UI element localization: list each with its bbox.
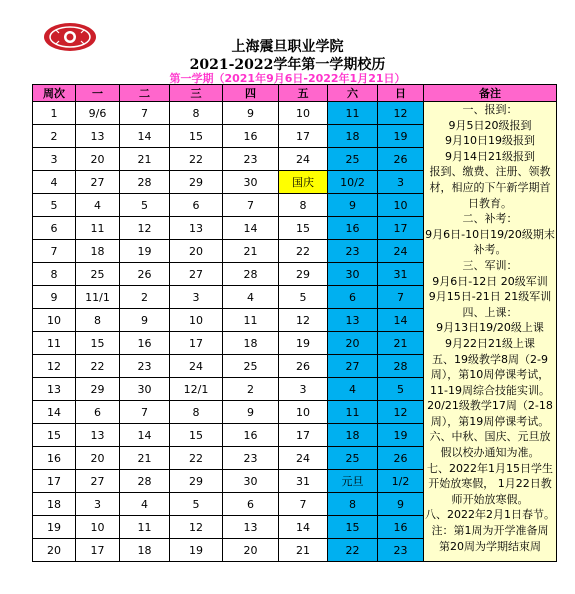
cell-week: 10 [33, 309, 76, 332]
cell-fri: 10 [279, 102, 328, 125]
cell-sun: 21 [378, 332, 424, 355]
cell-wed: 5 [170, 493, 223, 516]
cell-week: 1 [33, 102, 76, 125]
cell-tue: 18 [120, 539, 170, 562]
cell-tue: 12 [120, 217, 170, 240]
cell-fri: 3 [279, 378, 328, 401]
cell-sun: 16 [378, 516, 424, 539]
cell-wed: 3 [170, 286, 223, 309]
cell-mon: 15 [76, 332, 120, 355]
cell-tue: 7 [120, 102, 170, 125]
cell-sat: 13 [328, 309, 378, 332]
cell-mon: 13 [76, 424, 120, 447]
calendar-title: 2021-2022学年第一学期校历 [189, 57, 386, 73]
cell-sun: 28 [378, 355, 424, 378]
cell-week: 17 [33, 470, 76, 493]
note-line: 9月14日21级报到 [445, 149, 535, 163]
cell-thu: 30 [223, 470, 279, 493]
cell-thu: 16 [223, 424, 279, 447]
header-monday: 一 [76, 85, 120, 102]
cell-mon: 3 [76, 493, 120, 516]
semester-range: 第一学期（2021年9月6日-2022年1月21日） [169, 72, 406, 85]
cell-wed: 29 [170, 470, 223, 493]
note-line: 开始放寒假， 1月22日教 [428, 477, 552, 491]
note-line: 9月6日-10日19/20级期末 [425, 227, 555, 241]
cell-wed: 15 [170, 125, 223, 148]
note-line: 假以校办通知为准。 [440, 446, 540, 460]
cell-sun: 14 [378, 309, 424, 332]
cell-week: 19 [33, 516, 76, 539]
cell-tue: 4 [120, 493, 170, 516]
cell-week: 2 [33, 125, 76, 148]
cell-fri: 10 [279, 401, 328, 424]
cell-thu: 6 [223, 493, 279, 516]
cell-wed: 22 [170, 148, 223, 171]
note-line: 八、2022年2月1日春节。 [425, 508, 555, 522]
cell-tue: 9 [120, 309, 170, 332]
header-thursday: 四 [223, 85, 279, 102]
cell-thu: 21 [223, 240, 279, 263]
cell-sat: 元旦 [328, 470, 378, 493]
cell-week: 6 [33, 217, 76, 240]
cell-mon: 10 [76, 516, 120, 539]
cell-thu: 4 [223, 286, 279, 309]
cell-thu: 23 [223, 148, 279, 171]
cell-mon: 20 [76, 148, 120, 171]
cell-fri: 17 [279, 424, 328, 447]
cell-week: 15 [33, 424, 76, 447]
cell-thu: 14 [223, 217, 279, 240]
cell-fri: 7 [279, 493, 328, 516]
cell-fri: 26 [279, 355, 328, 378]
cell-week: 8 [33, 263, 76, 286]
cell-sat: 25 [328, 148, 378, 171]
cell-fri: 国庆 [279, 171, 328, 194]
table-header-row [33, 85, 557, 102]
cell-sat: 9 [328, 194, 378, 217]
cell-wed: 13 [170, 217, 223, 240]
cell-mon: 27 [76, 171, 120, 194]
cell-mon: 9/6 [76, 102, 120, 125]
cell-tue: 26 [120, 263, 170, 286]
cell-fri: 29 [279, 263, 328, 286]
header-wednesday: 三 [170, 85, 223, 102]
note-line: 9月6日-12日 20级军训 [432, 274, 548, 288]
cell-tue: 11 [120, 516, 170, 539]
cell-mon: 17 [76, 539, 120, 562]
cell-tue: 21 [120, 447, 170, 470]
cell-fri: 12 [279, 309, 328, 332]
header-notes: 备注 [424, 85, 557, 102]
header-saturday: 六 [328, 85, 378, 102]
cell-thu: 25 [223, 355, 279, 378]
cell-mon: 18 [76, 240, 120, 263]
cell-sun: 7 [378, 286, 424, 309]
cell-sat: 16 [328, 217, 378, 240]
cell-wed: 24 [170, 355, 223, 378]
note-line: 二、补考： [462, 212, 518, 226]
cell-fri: 14 [279, 516, 328, 539]
cell-wed: 12 [170, 516, 223, 539]
cell-tue: 23 [120, 355, 170, 378]
note-line: 9月22日21级上课 [445, 336, 535, 350]
cell-fri: 22 [279, 240, 328, 263]
note-line: 报到、缴费、注册、领教 [429, 165, 551, 179]
school-calendar-table [32, 84, 557, 562]
cell-thu: 2 [223, 378, 279, 401]
cell-sun: 9 [378, 493, 424, 516]
cell-week: 16 [33, 447, 76, 470]
note-line: 9月10日19级报到 [445, 134, 535, 148]
cell-sun: 3 [378, 171, 424, 194]
cell-sat: 20 [328, 332, 378, 355]
cell-wed: 19 [170, 539, 223, 562]
cell-thu: 11 [223, 309, 279, 332]
cell-sat: 18 [328, 424, 378, 447]
cell-thu: 13 [223, 516, 279, 539]
cell-mon: 13 [76, 125, 120, 148]
header-friday: 五 [279, 85, 328, 102]
cell-tue: 5 [120, 194, 170, 217]
cell-sat: 23 [328, 240, 378, 263]
cell-fri: 24 [279, 148, 328, 171]
cell-wed: 8 [170, 102, 223, 125]
cell-fri: 24 [279, 447, 328, 470]
cell-sat: 11 [328, 401, 378, 424]
cell-tue: 16 [120, 332, 170, 355]
cell-tue: 30 [120, 378, 170, 401]
cell-mon: 6 [76, 401, 120, 424]
cell-mon: 4 [76, 194, 120, 217]
cell-sun: 26 [378, 447, 424, 470]
note-line: 材，相应的下午新学期首 [429, 180, 551, 194]
cell-week: 5 [33, 194, 76, 217]
note-line: 师开始放寒假。 [451, 492, 529, 506]
header-sunday: 日 [378, 85, 424, 102]
cell-fri: 17 [279, 125, 328, 148]
cell-week: 7 [33, 240, 76, 263]
note-line: 日教育。 [468, 196, 512, 210]
cell-mon: 25 [76, 263, 120, 286]
cell-week: 4 [33, 171, 76, 194]
cell-sat: 18 [328, 125, 378, 148]
cell-sat: 25 [328, 447, 378, 470]
cell-sun: 17 [378, 217, 424, 240]
cell-thu: 30 [223, 171, 279, 194]
cell-sun: 1/2 [378, 470, 424, 493]
cell-tue: 2 [120, 286, 170, 309]
header-tuesday: 二 [120, 85, 170, 102]
cell-wed: 22 [170, 447, 223, 470]
cell-thu: 18 [223, 332, 279, 355]
cell-mon: 8 [76, 309, 120, 332]
cell-mon: 22 [76, 355, 120, 378]
note-line: 五、19级教学8周（2-9 [432, 352, 548, 366]
cell-week: 3 [33, 148, 76, 171]
note-line: 20/21级教学17周（2-18 [427, 399, 553, 413]
cell-fri: 19 [279, 332, 328, 355]
cell-week: 13 [33, 378, 76, 401]
cell-mon: 29 [76, 378, 120, 401]
cell-fri: 15 [279, 217, 328, 240]
cell-sat: 27 [328, 355, 378, 378]
cell-sat: 30 [328, 263, 378, 286]
cell-week: 14 [33, 401, 76, 424]
cell-sun: 12 [378, 102, 424, 125]
note-line: 七、2022年1月15日学生 [427, 461, 553, 475]
cell-tue: 28 [120, 470, 170, 493]
cell-thu: 9 [223, 102, 279, 125]
cell-mon: 11/1 [76, 286, 120, 309]
cell-week: 18 [33, 493, 76, 516]
cell-wed: 29 [170, 171, 223, 194]
cell-sun: 24 [378, 240, 424, 263]
cell-wed: 20 [170, 240, 223, 263]
cell-mon: 27 [76, 470, 120, 493]
cell-sun: 19 [378, 125, 424, 148]
cell-mon: 11 [76, 217, 120, 240]
cell-week: 20 [33, 539, 76, 562]
cell-sun: 23 [378, 539, 424, 562]
cell-wed: 6 [170, 194, 223, 217]
cell-wed: 12/1 [170, 378, 223, 401]
cell-fri: 21 [279, 539, 328, 562]
note-line: 周），第10周停课考试， [430, 368, 550, 382]
cell-wed: 15 [170, 424, 223, 447]
cell-sat: 8 [328, 493, 378, 516]
school-name: 上海震旦职业学院 [231, 39, 344, 55]
cell-thu: 7 [223, 194, 279, 217]
cell-thu: 9 [223, 401, 279, 424]
cell-thu: 20 [223, 539, 279, 562]
cell-tue: 19 [120, 240, 170, 263]
cell-thu: 16 [223, 125, 279, 148]
cell-mon: 20 [76, 447, 120, 470]
cell-fri: 5 [279, 286, 328, 309]
note-line: 周），第19周停课考试。 [430, 414, 550, 428]
cell-tue: 21 [120, 148, 170, 171]
cell-week: 9 [33, 286, 76, 309]
note-line: 注：第1周为开学准备周 [431, 524, 549, 538]
cell-tue: 14 [120, 125, 170, 148]
note-line: 9月15日-21日 21级军训 [428, 290, 552, 304]
cell-sat: 10/2 [328, 171, 378, 194]
cell-sat: 15 [328, 516, 378, 539]
cell-thu: 23 [223, 447, 279, 470]
cell-week: 11 [33, 332, 76, 355]
note-line: 11-19周综合技能实训。 [430, 383, 550, 397]
note-line: 一、报到： [462, 103, 518, 116]
cell-wed: 27 [170, 263, 223, 286]
cell-sun: 26 [378, 148, 424, 171]
note-line: 9月13日19/20级上课 [436, 321, 544, 335]
cell-fri: 8 [279, 194, 328, 217]
cell-week: 12 [33, 355, 76, 378]
cell-tue: 28 [120, 171, 170, 194]
cell-fri: 31 [279, 470, 328, 493]
cell-sat: 6 [328, 286, 378, 309]
notes-cell [424, 102, 557, 562]
note-line: 四、上课： [462, 305, 518, 319]
cell-sat: 11 [328, 102, 378, 125]
note-line: 第20周为学期结束周 [439, 539, 541, 553]
cell-tue: 14 [120, 424, 170, 447]
note-line: 补考。 [473, 243, 507, 257]
note-line: 9月5日20级报到 [448, 118, 532, 132]
cell-sun: 19 [378, 424, 424, 447]
cell-thu: 28 [223, 263, 279, 286]
header-week: 周次 [33, 85, 76, 102]
table-row [33, 102, 557, 125]
cell-wed: 10 [170, 309, 223, 332]
cell-sun: 5 [378, 378, 424, 401]
cell-sun: 12 [378, 401, 424, 424]
cell-sat: 4 [328, 378, 378, 401]
cell-tue: 7 [120, 401, 170, 424]
cell-sat: 22 [328, 539, 378, 562]
cell-sun: 31 [378, 263, 424, 286]
cell-wed: 17 [170, 332, 223, 355]
cell-sun: 10 [378, 194, 424, 217]
note-line: 六、中秋、国庆、元旦放 [429, 430, 551, 444]
note-line: 三、军训： [462, 258, 518, 272]
cell-wed: 8 [170, 401, 223, 424]
